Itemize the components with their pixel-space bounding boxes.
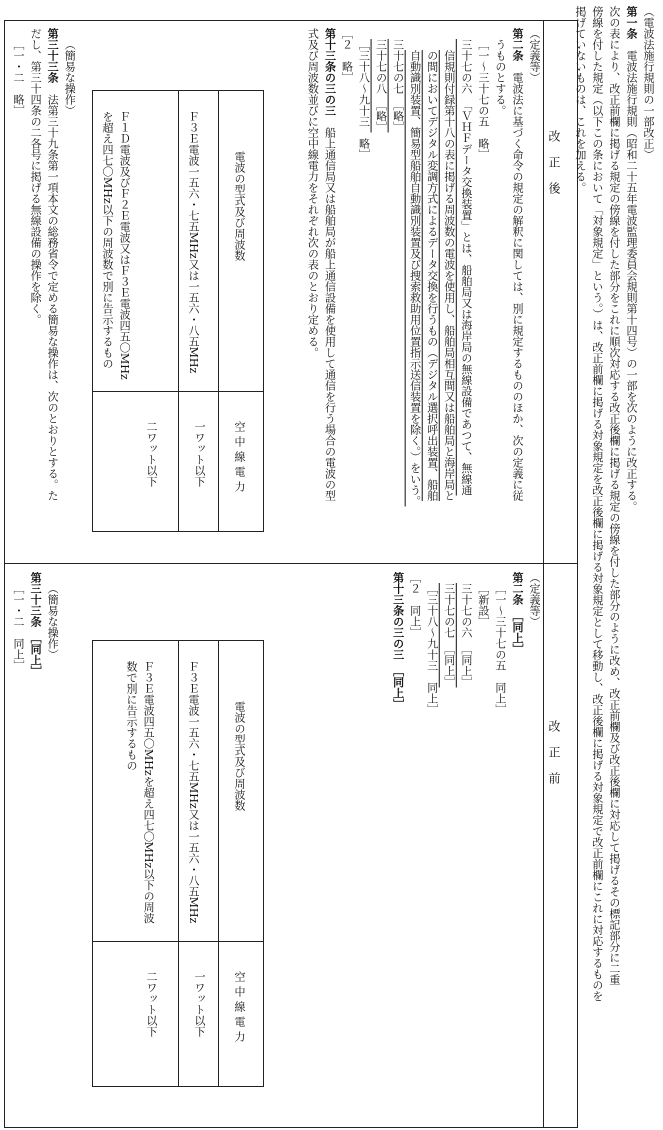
before-line-1: 第二条 ［同上］	[510, 572, 524, 655]
after-table-row2-power: 二ワット以下	[145, 421, 159, 487]
before-line-8: 第十三条の三の三 ［同上］	[391, 572, 405, 710]
after-line-5: 信規則付録第十八の表に掲げる周波数の電波を使用し、船舶局相互間又は船舶局と海岸局と	[442, 50, 456, 501]
before-tail-2: ［一・二 同上］	[12, 583, 26, 671]
after-tail-1: 第三十三条 法第三十九条第一項本文の総務省令で定める簡易な操作は、次のとおりとする。た	[46, 28, 60, 501]
before-line-2: ［一～三十七の五 同上］	[493, 583, 507, 715]
after-line-12: 第十三条の三の三 船上通信局又は船舶局が船上通信設備を使用して通信を行う場合の電波の型	[323, 28, 337, 501]
after-line-0: （定義等）	[528, 28, 541, 83]
after-table-row1-power: 一ワット以下	[193, 421, 207, 487]
preamble-line-3: 掲げていないものは、これを加える。	[573, 6, 587, 193]
after-line-4: 三十七の六 「ＶＨＦデータ交換装置」とは、船舶局又は海岸局の無線設備であつて、無線通	[459, 39, 473, 496]
after-power-table	[92, 90, 264, 532]
after-table-header-power: 空中線電力	[233, 421, 247, 496]
before-line-0: （定義等）	[528, 572, 541, 627]
after-tail-2: だし、第三十四条の二各号に掲げる無線設備の操作を除く。	[29, 28, 43, 325]
after-text	[304, 28, 543, 546]
before-line-5: 三十七の七 ［同上］	[442, 583, 456, 688]
before-table-header-type: 電波の型式及び周波数	[233, 701, 247, 811]
preamble	[572, 6, 657, 1124]
after-tail-0: （簡易な操作）	[63, 39, 77, 116]
before-table-row1-power: 一ワット以下	[193, 971, 207, 1037]
preamble-line-0: 第一条 電波法施行規則（昭和二十五年電波監理委員会規則第十四号）の一部を次のように改正する。	[624, 6, 638, 512]
before-line-6: ［三十八～九十三 同上］	[425, 583, 439, 715]
after-line-13: 式及び周波数並びに空中線電力をそれぞれ次の表のとおり定める。	[306, 28, 320, 358]
before-table-row2-power: 二ワット以下	[145, 971, 159, 1037]
after-line-1: 第二条 電波法に基づく命令の規定の解釈に関しては、別に規定するもののほか、次の定義に従	[510, 28, 524, 501]
before-line-3: ［新設］	[476, 583, 490, 627]
preamble-line-2: 傍線を付した規定（以下この条において「対象規定」という。）は、改正前欄に掲げる対象規定を改正後欄に掲げる対象規定として移動し、改正後欄に掲げる対象規定で改正前欄にこれに対応するものを	[590, 6, 604, 1002]
after-line-10: ［三十八～九十三 略］	[357, 39, 371, 160]
after-line-7: 自動識別装置、簡易型船舶自動識別装置及び捜索救助用位置指示送信装置を除く。）をいう。	[408, 50, 422, 507]
after-tail	[10, 28, 78, 546]
column-header-before: 改正前	[547, 720, 561, 798]
after-line-9: 三十七の八 ［略］	[374, 39, 388, 133]
before-power-table	[92, 640, 264, 1087]
after-line-2: うものとする。	[493, 39, 507, 116]
before-text	[390, 572, 543, 1112]
before-line-7: ［２ 同上］	[408, 572, 422, 638]
before-table-row1-type: Ｆ３Ｅ電波一五六・七五MHz又は一五六・八五MHz	[187, 661, 201, 924]
after-line-8: 三十七の七 ［略］	[391, 39, 405, 133]
before-table-header-power: 空中線電力	[233, 971, 247, 1046]
preamble-article-label: 第一条	[624, 6, 638, 39]
before-table-row2-type: Ｆ３Ｅ電波四五〇MHzを超え四七〇MHz以下の周波数で別に告示するもの	[125, 661, 156, 924]
divider-header-column	[543, 21, 544, 1127]
after-tail-3: ［一・二 略］	[12, 39, 26, 116]
before-tail-0: （簡易な操作）	[46, 583, 60, 660]
preamble-line-1: 次の表により、改正前欄に掲げる規定の傍線を付した部分をこれに順次対応する改正後欄に掲げる規定の傍線を付した部分のように改め、改正前欄及び改正後欄に対応して掲げるその標記部分に二重	[607, 6, 621, 985]
before-tail-1: 第三十三条 ［同上］	[29, 572, 43, 677]
before-tail	[10, 572, 61, 1112]
divider-after-before	[5, 563, 577, 564]
after-table-header-type: 電波の型式及び周波数	[233, 151, 247, 261]
after-line-11: ［２ 略］	[340, 28, 354, 83]
after-table-row1-type: Ｆ３Ｅ電波一五六・七五MHz又は一五六・八五MHz	[187, 111, 201, 374]
before-line-4: 三十七の六 ［同上］	[459, 583, 473, 688]
after-line-6: の間においてデジタル変調方式によるデータ交換を行うもの（デジタル選択呼出装置、船舶	[425, 50, 439, 501]
after-line-3: ［一～三十七の五 略］	[476, 39, 490, 160]
column-header-after: 改正後	[547, 130, 561, 208]
after-table-row2-type: Ｆ１Ｄ電波及びＦ２Ｅ電波又はＦ３Ｅ電波四五〇MHzを超え四七〇MHz以下の周波数で別に告示するもの	[101, 111, 132, 380]
preamble-title: （電波法施行規則の一部改正）	[642, 6, 655, 160]
